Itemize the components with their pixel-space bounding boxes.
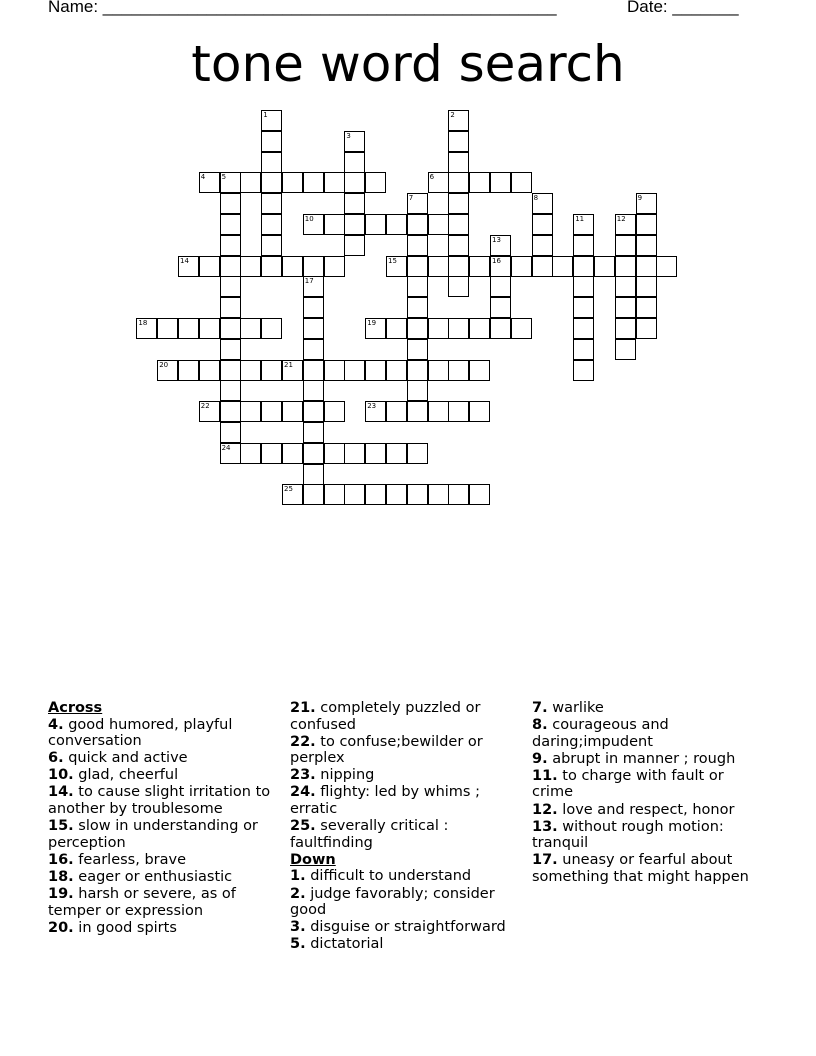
grid-cell[interactable] bbox=[615, 339, 636, 360]
grid-cell[interactable] bbox=[282, 172, 303, 193]
clue-item-text: severally critical : faultfinding bbox=[290, 818, 449, 851]
down-clue-list bbox=[290, 868, 526, 952]
clue-item-text: completely puzzled or confused bbox=[290, 700, 481, 733]
grid-cell[interactable] bbox=[303, 256, 324, 277]
grid-cell[interactable] bbox=[615, 235, 636, 256]
clue-item-text: good humored, playful conversation bbox=[48, 716, 233, 750]
clue-item bbox=[290, 734, 526, 767]
grid-cell[interactable] bbox=[573, 339, 594, 360]
clue-item-text: fearless, brave bbox=[73, 851, 186, 868]
clue-number: 7 bbox=[408, 194, 414, 203]
grid-cell[interactable] bbox=[199, 318, 220, 339]
clue-number: 17 bbox=[304, 277, 314, 286]
grid-cell[interactable] bbox=[303, 422, 324, 443]
grid-cell[interactable] bbox=[303, 318, 324, 339]
clue-number: 14 bbox=[180, 256, 189, 265]
clue-item-text: to confuse;bewilder or perplex bbox=[290, 733, 483, 767]
clue-number: 16 bbox=[492, 256, 501, 265]
clue-item-text: to charge with fault or crime bbox=[532, 767, 724, 801]
clue-item-text: abrupt in manner ; rough bbox=[547, 750, 736, 767]
across-clue-list bbox=[48, 717, 284, 937]
grid-cell[interactable] bbox=[220, 193, 241, 214]
grid-cell[interactable] bbox=[344, 235, 365, 256]
clue-number: 2 bbox=[450, 111, 455, 119]
clue-number: 3 bbox=[346, 131, 351, 140]
grid-cell[interactable] bbox=[324, 443, 345, 464]
grid-cell[interactable] bbox=[324, 172, 345, 193]
grid-cell[interactable] bbox=[344, 193, 365, 214]
grid-cell[interactable] bbox=[220, 256, 241, 277]
grid-cell[interactable] bbox=[448, 484, 469, 505]
clue-number: 20 bbox=[159, 360, 169, 369]
grid-cell[interactable] bbox=[324, 484, 345, 505]
clue-item-number: 25. bbox=[290, 818, 316, 835]
grid-cell[interactable] bbox=[220, 318, 241, 339]
clue-item-text: flighty: led by whims ; erratic bbox=[290, 784, 480, 818]
clue-number: 18 bbox=[138, 319, 148, 327]
clue-item-number: 12. bbox=[532, 801, 558, 818]
clue-item-number: 23. bbox=[290, 767, 316, 784]
clue-item-number: 21. bbox=[290, 700, 316, 716]
grid-cell[interactable] bbox=[324, 401, 345, 422]
grid-cell[interactable] bbox=[199, 256, 220, 277]
grid-cell[interactable] bbox=[240, 401, 261, 422]
clue-item bbox=[532, 768, 768, 801]
clue-item-text: love and respect, honor bbox=[557, 801, 735, 818]
clue-number: 1 bbox=[263, 111, 268, 119]
down-clue-list-continued bbox=[532, 700, 768, 886]
clue-number: 25 bbox=[284, 485, 293, 494]
grid-cell[interactable] bbox=[303, 484, 324, 505]
clue-item bbox=[532, 700, 768, 717]
grid-cell[interactable] bbox=[282, 401, 303, 422]
grid-cell[interactable] bbox=[386, 214, 407, 235]
clue-number: 13 bbox=[492, 235, 501, 244]
clue-item bbox=[532, 751, 768, 768]
grid-cell[interactable] bbox=[511, 256, 532, 277]
date-field[interactable]: Date: _______ bbox=[627, 0, 739, 16]
clue-number: 8 bbox=[533, 194, 539, 203]
grid-cell[interactable] bbox=[344, 484, 365, 505]
grid-cell[interactable] bbox=[615, 256, 636, 277]
grid-cell[interactable] bbox=[469, 318, 490, 339]
grid-cell[interactable] bbox=[344, 443, 365, 464]
grid-cell[interactable] bbox=[448, 256, 469, 277]
clue-item bbox=[290, 818, 526, 851]
grid-cell[interactable] bbox=[407, 256, 428, 277]
grid-cell[interactable] bbox=[303, 380, 324, 401]
clue-item bbox=[290, 767, 526, 784]
grid-cell[interactable] bbox=[636, 214, 657, 235]
grid-cell[interactable] bbox=[344, 214, 365, 235]
grid-cell[interactable] bbox=[448, 401, 469, 422]
grid-cell[interactable] bbox=[220, 401, 241, 422]
clue-number: 11 bbox=[575, 215, 585, 223]
grid-cell[interactable] bbox=[261, 131, 282, 152]
clue-number: 9 bbox=[637, 194, 643, 203]
grid-cell[interactable] bbox=[615, 276, 636, 297]
grid-cell[interactable] bbox=[448, 193, 469, 214]
clue-item-number: 2. bbox=[290, 885, 306, 902]
grid-cell[interactable] bbox=[428, 360, 449, 381]
grid-cell[interactable] bbox=[220, 380, 241, 401]
grid-cell[interactable] bbox=[407, 360, 428, 381]
grid-cell[interactable] bbox=[220, 360, 241, 381]
grid-cell[interactable] bbox=[407, 401, 428, 422]
grid-cell[interactable] bbox=[303, 297, 324, 318]
clue-item bbox=[48, 784, 284, 817]
clue-item-text: harsh or severe, as of temper or expression bbox=[48, 886, 236, 919]
grid-cell[interactable] bbox=[469, 172, 490, 193]
clue-item bbox=[48, 717, 284, 750]
grid-cell[interactable] bbox=[386, 443, 407, 464]
grid-cell[interactable] bbox=[178, 318, 199, 339]
grid-cell[interactable] bbox=[615, 297, 636, 318]
grid-cell[interactable] bbox=[490, 172, 511, 193]
clue-item-number: 15. bbox=[48, 818, 74, 835]
clue-item-number: 17. bbox=[532, 852, 558, 869]
grid-cell[interactable] bbox=[365, 443, 386, 464]
grid-cell[interactable] bbox=[573, 297, 594, 318]
clue-item bbox=[48, 818, 284, 851]
grid-cell[interactable] bbox=[282, 256, 303, 277]
clue-item-text: courageous and daring;impudent bbox=[532, 717, 669, 750]
grid-cell[interactable] bbox=[303, 339, 324, 360]
clue-item-text: slow in understanding or perception bbox=[48, 818, 258, 851]
grid-cell[interactable] bbox=[448, 360, 469, 381]
grid-cell[interactable] bbox=[407, 235, 428, 256]
grid-cell[interactable] bbox=[469, 484, 490, 505]
clue-item-number: 5. bbox=[290, 936, 306, 953]
clue-item bbox=[290, 700, 526, 733]
clue-item-text: quick and active bbox=[63, 750, 188, 767]
grid-cell[interactable] bbox=[386, 484, 407, 505]
grid-cell[interactable] bbox=[511, 172, 532, 193]
grid-cell[interactable] bbox=[448, 235, 469, 256]
clue-number: 5 bbox=[221, 173, 227, 182]
grid-cell[interactable] bbox=[490, 276, 511, 297]
grid-cell[interactable] bbox=[448, 152, 469, 173]
grid-cell[interactable] bbox=[511, 318, 532, 339]
grid-cell[interactable] bbox=[636, 318, 657, 339]
grid-cell[interactable] bbox=[261, 152, 282, 173]
clue-item-number: 22. bbox=[290, 733, 316, 750]
grid-cell[interactable] bbox=[552, 256, 573, 277]
clue-number: 15 bbox=[388, 256, 397, 265]
grid-cell[interactable] bbox=[469, 401, 490, 422]
clue-item-number: 9. bbox=[532, 750, 548, 767]
grid-cell[interactable] bbox=[448, 214, 469, 235]
grid-cell[interactable] bbox=[573, 276, 594, 297]
grid-cell[interactable] bbox=[448, 276, 469, 297]
grid-cell[interactable] bbox=[490, 318, 511, 339]
clue-item bbox=[48, 869, 284, 886]
grid-cell[interactable] bbox=[469, 256, 490, 277]
clue-item-text: glad, cheerful bbox=[73, 767, 179, 784]
clue-item-number: 24. bbox=[290, 784, 316, 801]
grid-cell[interactable] bbox=[199, 360, 220, 381]
clue-item bbox=[290, 886, 526, 919]
grid-cell[interactable] bbox=[261, 214, 282, 235]
grid-cell[interactable] bbox=[428, 214, 449, 235]
grid-cell[interactable] bbox=[240, 360, 261, 381]
grid-cell[interactable] bbox=[448, 318, 469, 339]
clue-item-number: 18. bbox=[48, 868, 74, 885]
grid-cell[interactable] bbox=[240, 256, 261, 277]
grid-cell[interactable] bbox=[344, 360, 365, 381]
clue-item-number: 1. bbox=[290, 868, 306, 885]
grid-cell[interactable] bbox=[656, 256, 677, 277]
grid-cell[interactable] bbox=[324, 360, 345, 381]
grid-cell[interactable] bbox=[303, 360, 324, 381]
grid-cell[interactable] bbox=[261, 172, 282, 193]
grid-cell[interactable] bbox=[407, 318, 428, 339]
grid-cell[interactable] bbox=[220, 276, 241, 297]
grid-cell[interactable] bbox=[615, 318, 636, 339]
clue-item-number: 19. bbox=[48, 886, 74, 903]
clue-item-text: in good spirts bbox=[73, 919, 177, 936]
grid-cell[interactable] bbox=[428, 318, 449, 339]
grid-cell[interactable] bbox=[157, 318, 178, 339]
grid-cell[interactable] bbox=[240, 318, 261, 339]
clue-number: 19 bbox=[367, 319, 377, 327]
across-clue-list-continued bbox=[290, 700, 526, 851]
grid-cell[interactable] bbox=[220, 422, 241, 443]
grid-cell[interactable] bbox=[344, 152, 365, 173]
clues-column-1 bbox=[48, 700, 284, 937]
grid-cell[interactable] bbox=[428, 401, 449, 422]
clue-item-number: 14. bbox=[48, 784, 74, 801]
grid-cell[interactable] bbox=[261, 256, 282, 277]
grid-cell[interactable] bbox=[407, 339, 428, 360]
page-title: tone word search bbox=[191, 35, 625, 93]
grid-cell[interactable] bbox=[240, 443, 261, 464]
clue-item-text: nipping bbox=[315, 767, 375, 784]
grid-cell[interactable] bbox=[261, 360, 282, 381]
clue-item-text: without rough motion: tranquil bbox=[532, 818, 724, 852]
grid-cell[interactable] bbox=[282, 443, 303, 464]
grid-cell[interactable] bbox=[407, 443, 428, 464]
clue-number: 23 bbox=[367, 402, 377, 411]
grid-cell[interactable] bbox=[636, 297, 657, 318]
clue-item bbox=[48, 886, 284, 919]
clue-item-number: 8. bbox=[532, 717, 548, 734]
clue-item-text: warlike bbox=[547, 700, 604, 716]
clue-item bbox=[290, 868, 526, 885]
grid-cell[interactable] bbox=[407, 276, 428, 297]
grid-cell[interactable] bbox=[303, 172, 324, 193]
clue-item bbox=[290, 936, 526, 953]
grid-cell[interactable] bbox=[240, 172, 261, 193]
clue-item-number: 6. bbox=[48, 750, 64, 767]
grid-cell[interactable] bbox=[469, 360, 490, 381]
grid-cell[interactable] bbox=[261, 443, 282, 464]
grid-cell[interactable] bbox=[573, 318, 594, 339]
grid-cell[interactable] bbox=[386, 401, 407, 422]
grid-cell[interactable] bbox=[261, 401, 282, 422]
clue-item bbox=[48, 920, 284, 937]
clue-item-number: 20. bbox=[48, 919, 74, 936]
grid-cell[interactable] bbox=[573, 235, 594, 256]
clue-item-text: judge favorably; consider good bbox=[290, 885, 495, 919]
grid-cell[interactable] bbox=[636, 276, 657, 297]
grid-cell[interactable] bbox=[407, 484, 428, 505]
grid-cell[interactable] bbox=[178, 360, 199, 381]
clue-item-number: 4. bbox=[48, 716, 64, 733]
clue-item bbox=[290, 784, 526, 817]
clue-item-text: disguise or straightforward bbox=[305, 919, 506, 936]
clue-item bbox=[48, 767, 284, 784]
grid-cell[interactable] bbox=[386, 360, 407, 381]
name-field[interactable]: Name: ________________________________________________ bbox=[48, 0, 557, 16]
grid-cell[interactable] bbox=[428, 484, 449, 505]
clue-number: 10 bbox=[304, 215, 314, 223]
clue-item-number: 7. bbox=[532, 700, 548, 716]
grid-cell[interactable] bbox=[407, 297, 428, 318]
grid-cell[interactable] bbox=[303, 443, 324, 464]
clue-item bbox=[48, 750, 284, 767]
grid-cell[interactable] bbox=[594, 256, 615, 277]
grid-cell[interactable] bbox=[365, 172, 386, 193]
grid-cell[interactable] bbox=[324, 256, 345, 277]
grid-cell[interactable] bbox=[532, 214, 553, 235]
clue-item-text: to cause slight irritation to another by troublesome bbox=[48, 784, 271, 818]
clue-item-text: difficult to understand bbox=[305, 868, 472, 885]
grid-cell[interactable] bbox=[573, 360, 594, 381]
clue-item-text: uneasy or fearful about something that might happen bbox=[532, 852, 749, 885]
clue-item bbox=[532, 802, 768, 819]
grid-cell[interactable] bbox=[490, 297, 511, 318]
clue-item-number: 13. bbox=[532, 818, 558, 835]
grid-cell[interactable] bbox=[573, 256, 594, 277]
grid-cell[interactable] bbox=[261, 193, 282, 214]
grid-cell[interactable] bbox=[428, 256, 449, 277]
grid-cell[interactable] bbox=[532, 256, 553, 277]
clue-item-number: 11. bbox=[532, 767, 558, 784]
down-heading: Down bbox=[290, 851, 336, 868]
grid-cell[interactable] bbox=[220, 235, 241, 256]
clue-item bbox=[532, 717, 768, 750]
grid-cell[interactable] bbox=[365, 214, 386, 235]
clue-number: 4 bbox=[200, 173, 206, 182]
clue-item bbox=[48, 852, 284, 869]
grid-cell[interactable] bbox=[448, 172, 469, 193]
clue-item-number: 3. bbox=[290, 919, 306, 936]
grid-cell[interactable] bbox=[532, 235, 553, 256]
grid-cell[interactable] bbox=[324, 214, 345, 235]
clue-number: 6 bbox=[429, 173, 435, 182]
grid-cell[interactable] bbox=[344, 172, 365, 193]
grid-cell[interactable] bbox=[636, 235, 657, 256]
clue-item-text: eager or enthusiastic bbox=[73, 868, 233, 885]
grid-cell[interactable] bbox=[365, 360, 386, 381]
clue-number: 22 bbox=[200, 402, 210, 411]
grid-cell[interactable] bbox=[365, 484, 386, 505]
grid-cell[interactable] bbox=[386, 318, 407, 339]
grid-cell[interactable] bbox=[220, 214, 241, 235]
clue-number: 24 bbox=[221, 443, 231, 452]
clues-column-3 bbox=[532, 700, 768, 886]
clue-item-number: 16. bbox=[48, 851, 74, 868]
clue-number: 12 bbox=[616, 215, 626, 223]
clue-item-text: dictatorial bbox=[305, 936, 384, 953]
grid-cell[interactable] bbox=[448, 131, 469, 152]
clue-item bbox=[532, 819, 768, 852]
grid-cell[interactable] bbox=[636, 256, 657, 277]
grid-cell[interactable] bbox=[220, 297, 241, 318]
clue-item bbox=[290, 919, 526, 936]
grid-cell[interactable] bbox=[220, 339, 241, 360]
grid-cell[interactable] bbox=[407, 214, 428, 235]
clue-number: 21 bbox=[284, 360, 293, 369]
grid-cell[interactable] bbox=[261, 235, 282, 256]
grid-cell[interactable] bbox=[407, 380, 428, 401]
grid-cell[interactable] bbox=[303, 464, 324, 485]
across-heading: Across bbox=[48, 700, 103, 716]
clue-item-number: 10. bbox=[48, 767, 74, 784]
grid-cell[interactable] bbox=[303, 401, 324, 422]
grid-cell[interactable] bbox=[261, 318, 282, 339]
clue-item bbox=[532, 852, 768, 885]
clues-column-2 bbox=[290, 700, 526, 953]
